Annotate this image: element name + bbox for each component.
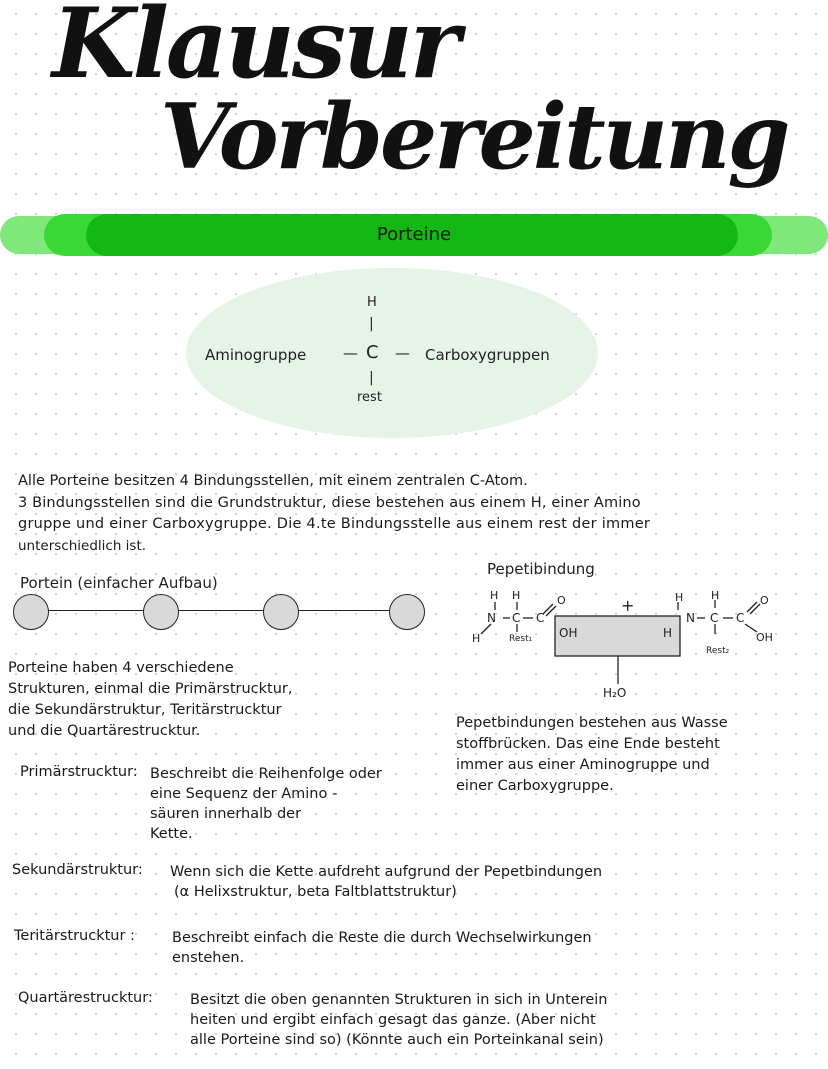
peptide-plus: +: [621, 596, 635, 615]
definition-line: Besitzt die oben genannten Strukturen in sich in Unterein: [190, 992, 608, 1008]
aa1-o: O: [557, 594, 566, 607]
structures-paragraph: [8, 658, 293, 742]
definition-line: säuren innerhalb der: [150, 806, 302, 822]
chain-node: [13, 594, 49, 630]
structures-line: Strukturen, einmal die Primärstrucktur,: [8, 681, 293, 697]
intro-line: gruppe und einer Carboxygruppe. Die 4.te Bindungsstelle aus einem rest der immer: [18, 516, 651, 532]
structure-center-c: C: [366, 342, 379, 363]
structures-line: die Sekundärstruktur, Teritärstrucktur: [8, 702, 282, 718]
definition-line: Beschreibt die Reihenfolge oder: [150, 766, 382, 782]
aa1-c: C: [512, 611, 521, 625]
chain-bond: [48, 610, 144, 611]
peptide-title: Pepetibindung: [487, 560, 595, 578]
chain-bond: [298, 610, 390, 611]
aa2-rest: Rest₂: [706, 646, 730, 656]
bond-line: [750, 604, 760, 614]
banner-title: Porteine: [376, 224, 452, 245]
definition-line: heiten und ergibt einfach gesagt das ganze. (Aber nicht: [190, 1012, 596, 1028]
aa2-h-top-right: H: [711, 589, 720, 602]
definition-line: alle Porteine sind so) (Könnte auch ein Porteinkanal sein): [190, 1032, 604, 1048]
aa2-c2: C: [736, 611, 745, 625]
peptide-box-h: H: [663, 626, 673, 640]
definition-text-secondary: [170, 862, 602, 902]
definition-term-quaternary: Quartärestrucktur:: [18, 990, 153, 1006]
aa2-oh: OH: [756, 631, 773, 644]
structure-left-dash: —: [343, 344, 358, 362]
structures-line: Porteine haben 4 verschiedene: [8, 660, 234, 676]
chain-node: [263, 594, 299, 630]
peptide-box-oh: OH: [559, 626, 578, 640]
aa1-c2: C: [536, 611, 545, 625]
aa1-rest: Rest₁: [509, 634, 533, 644]
definition-line: eine Sequenz der Amino -: [150, 786, 338, 802]
definition-line: enstehen.: [172, 950, 245, 966]
structure-rest-label: rest: [357, 390, 382, 405]
structure-top-bar: |: [369, 316, 374, 332]
peptide-water: H₂O: [603, 686, 627, 700]
intro-paragraph: [18, 471, 650, 557]
definition-text-primary: [150, 764, 382, 844]
definition-term-primary: Primärstrucktur:: [20, 764, 138, 780]
definition-line: Wenn sich die Kette aufdreht aufgrund der Pepetbindungen: [170, 864, 603, 880]
chain-label: Portein (einfacher Aufbau): [20, 574, 218, 592]
structure-carboxy-label: Carboxygruppen: [425, 346, 550, 364]
chain-node: [389, 594, 425, 630]
chain-node: [143, 594, 179, 630]
structures-line: und die Quartärestrucktur.: [8, 723, 201, 739]
definition-line: Beschreibt einfach die Reste die durch Wechselwirkungen: [172, 930, 592, 946]
aa2-h-top-left: H: [675, 591, 684, 604]
chain-bond: [178, 610, 264, 611]
definition-line: (α Helixstruktur, beta Faltblattstruktur): [174, 884, 457, 900]
title-line-2: Vorbereitung: [160, 84, 788, 190]
aa2-c: C: [710, 611, 719, 625]
definition-text-tertiary: [172, 928, 592, 968]
title-line-1: Klausur: [52, 0, 458, 100]
bond-line: [543, 604, 553, 614]
aa2-o: O: [760, 594, 769, 607]
intro-line: unterschiedlich ist.: [18, 537, 147, 554]
intro-line: 3 Bindungsstellen sind die Grundstruktur, diese bestehen aus einem H, einer Amino: [18, 494, 641, 511]
peptide-desc-line: stoffbrücken. Das eine Ende besteht: [456, 736, 720, 752]
definition-term-tertiary: Teritärstrucktur :: [14, 928, 135, 944]
aa2-n: N: [686, 611, 695, 625]
structure-right-dash: —: [395, 344, 410, 362]
aa1-h-top-left: H: [490, 589, 499, 602]
definition-line: Kette.: [150, 826, 193, 842]
structure-top-h: H: [367, 295, 377, 310]
definition-term-secondary: Sekundärstruktur:: [12, 862, 143, 878]
peptide-description: [456, 713, 728, 797]
aa1-n: N: [487, 611, 496, 625]
peptide-desc-line: einer Carboxygruppe.: [456, 778, 614, 794]
bond-line: [747, 602, 757, 612]
aa1-h-bottom: H: [472, 632, 481, 645]
structure-amino-label: Aminogruppe: [205, 346, 307, 364]
bond-line: [481, 624, 491, 634]
bond-line: [546, 606, 556, 616]
peptide-desc-line: immer aus einer Aminogruppe und: [456, 757, 710, 773]
structure-bottom-bar: |: [369, 370, 374, 386]
aa1-h-top-right: H: [512, 589, 521, 602]
intro-line: Alle Porteine besitzen 4 Bindungsstellen, mit einem zentralen C-Atom.: [18, 473, 528, 489]
definition-text-quaternary: [190, 990, 607, 1050]
peptide-desc-line: Pepetbindungen bestehen aus Wasse: [456, 715, 728, 731]
